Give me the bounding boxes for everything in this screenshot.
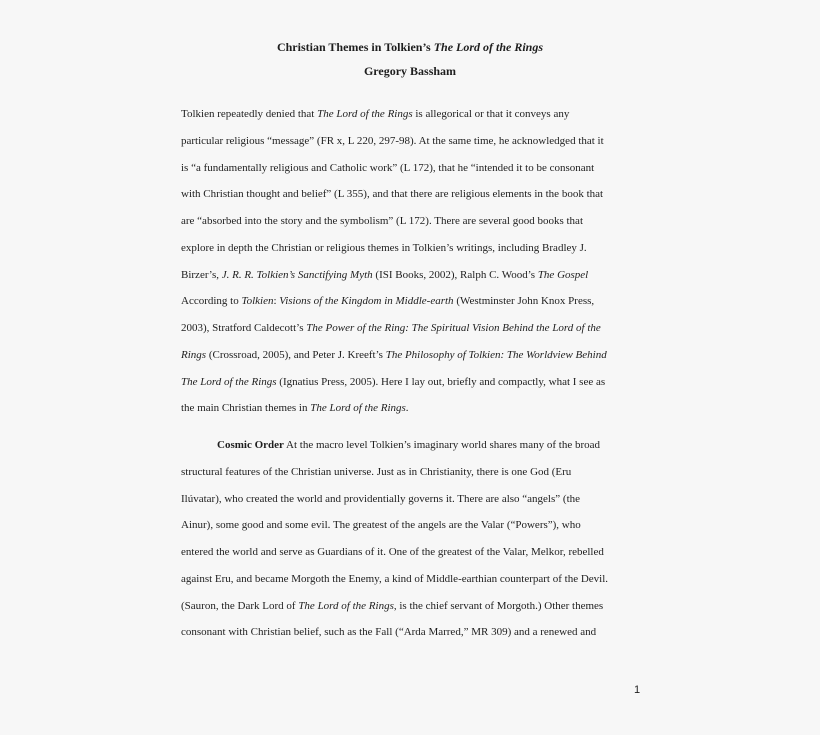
- text-line: [181, 619, 641, 646]
- italic-text: J. R. R. Tolkien’s Sanctifying Myth: [221, 268, 373, 281]
- italic-text: The Lord of the Rings: [310, 402, 406, 415]
- text-line: [181, 235, 641, 262]
- text-run: is “a fundamentally religious and Catholic work” (L 172), that he “intended it to be consonant: [181, 161, 595, 174]
- page-number: 1: [634, 684, 641, 696]
- document-title: [0, 40, 820, 55]
- italic-text: Tolkien: [241, 295, 274, 308]
- text-run: :: [273, 295, 280, 308]
- italic-text: The Power of the Ring: The Spiritual Vision Behind the Lord of the: [306, 322, 601, 334]
- italic-text: The Philosophy of Tolkien: The Worldview Behind: [385, 348, 607, 361]
- text-line: [181, 486, 641, 513]
- text-run: entered the world and serve as Guardians of it. One of the greatest of the Valar, Melkor, rebelled: [181, 546, 604, 558]
- text-line: [181, 566, 641, 593]
- text-run: At the macro level Tolkien’s imaginary world shares many of the broad: [283, 439, 601, 451]
- text-line: [181, 432, 641, 459]
- text-line: [181, 539, 641, 566]
- paragraph-cosmic-order: [181, 432, 641, 646]
- italic-text: The Lord of the Rings: [298, 599, 394, 612]
- text-line: [181, 395, 641, 422]
- text-run: , is the chief servant of Morgoth.) Other themes: [393, 599, 604, 612]
- text-run: against Eru, and became Morgoth the Enemy, a kind of Middle-earthian counterpart of the Devil.: [181, 572, 609, 585]
- text-run: Ilúvatar), who created the world and providentially governs it. There are also “angels” (the: [181, 492, 581, 505]
- text-run: According to: [181, 295, 242, 308]
- italic-text: The Lord of the Rings: [317, 108, 413, 120]
- text-run: explore in depth the Christian or religious themes in Tolkien’s writings, including Bradley J.: [181, 241, 587, 254]
- text-run: Birzer’s,: [181, 268, 222, 281]
- title-italic: The Lord of the Rings: [433, 40, 544, 54]
- italic-text: Rings: [181, 348, 207, 361]
- text-line: [181, 101, 641, 128]
- title-prefix: Christian Themes in Tolkien’s: [276, 40, 434, 54]
- text-run: particular religious “message” (FR x, L 220, 297-98). At the same time, he acknowledged that it: [181, 134, 604, 147]
- paragraph-intro: [181, 101, 641, 422]
- text-line: [181, 262, 641, 289]
- text-run: (ISI Books, 2002), Ralph C. Wood’s: [372, 268, 538, 281]
- text-line: [181, 155, 641, 182]
- text-line: [181, 315, 641, 342]
- section-heading: Cosmic Order: [217, 439, 284, 451]
- text-line: [181, 288, 641, 315]
- text-line: [181, 459, 641, 486]
- text-run: .: [405, 402, 409, 415]
- text-line: [181, 208, 641, 235]
- text-run: structural features of the Christian universe. Just as in Christianity, there is one God (Eru: [181, 465, 572, 478]
- text-line: [181, 342, 641, 369]
- text-run: is allegorical or that it conveys any: [412, 108, 570, 120]
- text-line: [181, 593, 641, 620]
- text-run: with Christian thought and belief” (L 355), and that there are religious elements in the book that: [181, 188, 604, 201]
- italic-text: The Gospel: [537, 268, 589, 281]
- text-line: [181, 512, 641, 539]
- text-run: Ainur), some good and some evil. The greatest of the angels are the Valar (“Powers”), who: [181, 519, 581, 532]
- text-run: (Westminster John Knox Press,: [453, 295, 595, 308]
- text-run: the main Christian themes in: [181, 402, 311, 415]
- text-line: [181, 369, 641, 396]
- document-author: Gregory Bassham: [363, 64, 457, 78]
- italic-text: The Lord of the Rings: [181, 375, 277, 388]
- text-run: 2003), Stratford Caldecott’s: [181, 322, 307, 334]
- text-run: (Sauron, the Dark Lord of: [181, 599, 299, 612]
- text-run: Tolkien repeatedly denied that: [181, 108, 318, 120]
- text-run: (Ignatius Press, 2005). Here I lay out, briefly and compactly, what I see as: [276, 375, 606, 388]
- text-run: are “absorbed into the story and the symbolism” (L 172). There are several good books that: [181, 215, 583, 227]
- text-run: (Crossroad, 2005), and Peter J. Kreeft’s: [206, 348, 386, 361]
- italic-text: Visions of the Kingdom in Middle-earth: [279, 295, 454, 308]
- text-run: consonant with Christian belief, such as the Fall (“Arda Marred,” MR 309) and a renewed and: [181, 626, 597, 639]
- text-line: [181, 128, 641, 155]
- text-line: [181, 181, 641, 208]
